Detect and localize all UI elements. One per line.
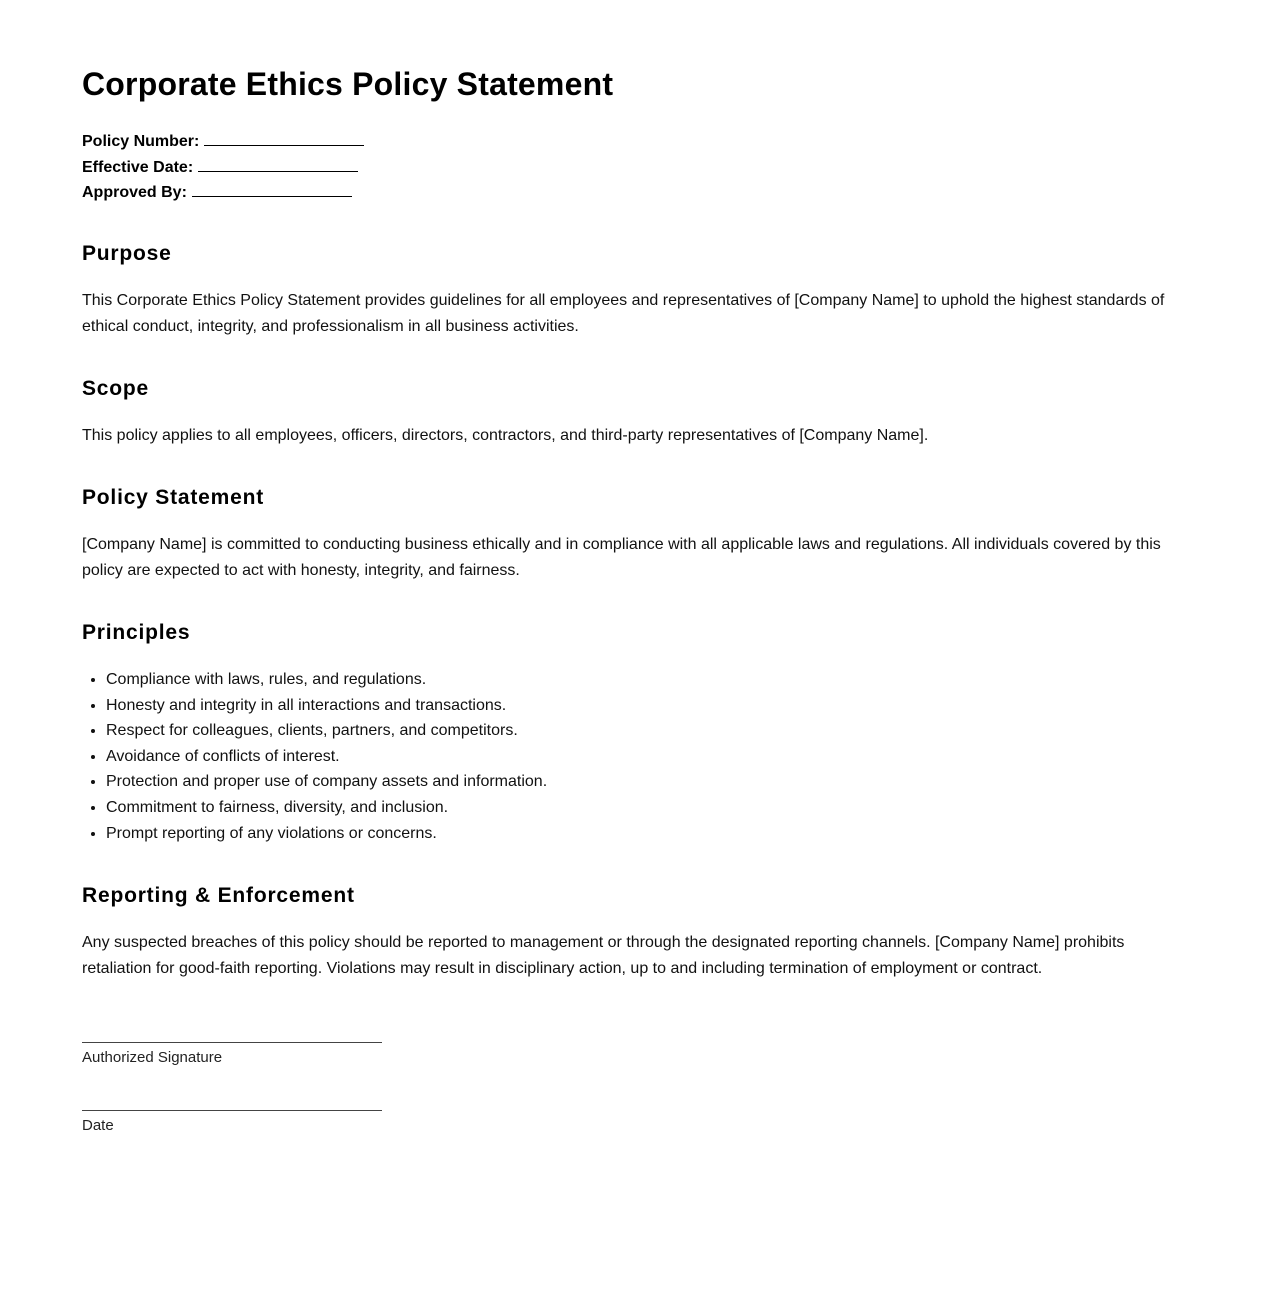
date-block [82, 1110, 382, 1135]
section-heading: Scope [82, 377, 150, 400]
date-line[interactable] [82, 1110, 382, 1111]
signature-label: Authorized Signature [82, 1049, 223, 1066]
section-heading: Policy Statement [82, 486, 265, 509]
list-item: • Protection and proper use of company assets and information. [106, 769, 1192, 795]
section-scope [82, 376, 1192, 449]
list-item: • Prompt reporting of any violations or concerns. [106, 821, 1192, 847]
section-heading: Purpose [82, 242, 172, 265]
section-heading: Reporting & Enforcement [82, 884, 355, 907]
signature-line[interactable] [82, 1042, 382, 1043]
policy-number-label: Policy Number: [82, 133, 200, 150]
list-item: • Compliance with laws, rules, and regulations. [106, 667, 1192, 693]
list-item: • Respect for colleagues, clients, partners, and competitors. [106, 718, 1192, 744]
effective-date-label: Effective Date: [82, 158, 194, 176]
list-item: • Honesty and integrity in all interactions and transactions. [106, 693, 1192, 719]
section-body: Any suspected breaches of this policy should be reported to management or through the designated reporting channels. [Company Name] prohibits retaliation for good-faith reporting. Violations may result in disciplinary action, up to and including termination of employment or contract. [82, 934, 1125, 977]
section-reporting-enforcement [82, 883, 1192, 981]
effective-date-field [82, 155, 364, 181]
date-label: Date [82, 1117, 114, 1134]
principles-list [82, 667, 1192, 846]
section-heading: Principles [82, 621, 191, 644]
approved-by-blank[interactable] [192, 182, 352, 197]
effective-date-blank[interactable] [198, 157, 358, 172]
approved-by-label: Approved By: [82, 184, 187, 201]
list-item: • Avoidance of conflicts of interest. [106, 744, 1192, 770]
section-body: [Company Name] is committed to conducting business ethically and in compliance with all applicable laws and regulations. All individuals covered by this policy are expected to act with honesty, integrity, and fairness. [82, 536, 1161, 579]
policy-number-blank[interactable] [204, 131, 364, 146]
list-item: • Commitment to fairness, diversity, and inclusion. [106, 795, 1192, 821]
section-purpose [82, 241, 1192, 339]
section-principles [82, 620, 1192, 846]
document-title: Corporate Ethics Policy Statement [82, 66, 614, 102]
policy-meta [82, 129, 364, 206]
section-body: This policy applies to all employees, officers, directors, contractors, and third-party representatives of [Company Name]. [82, 427, 929, 444]
section-body: This Corporate Ethics Policy Statement provides guidelines for all employees and representatives of [Company Name] to uphold the highest standards of ethical conduct, integrity, and professionalism in all business activities. [82, 292, 1165, 335]
signature-block [82, 1042, 382, 1067]
section-policy-statement [82, 485, 1192, 583]
approved-by-field [82, 180, 364, 206]
policy-number-field [82, 129, 364, 155]
